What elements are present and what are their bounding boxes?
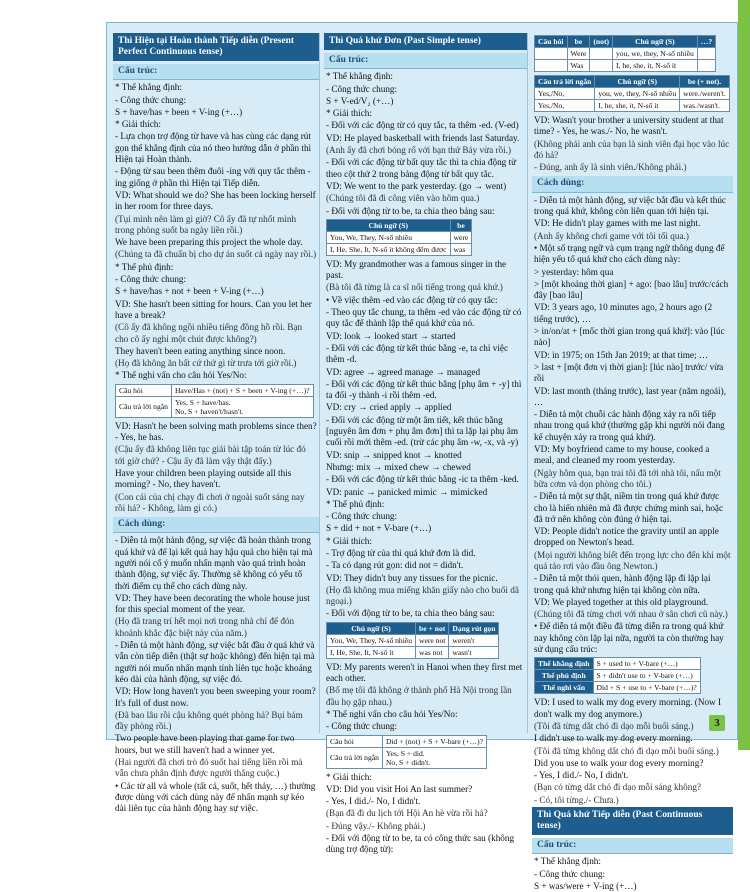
table-cell: I, he, she, it, N-số ít: [613, 60, 698, 72]
example: VD: We played together at this old playground.: [534, 596, 709, 607]
column-past-simple-continued: [527, 33, 733, 891]
example: VD: last month (tháng trước), last year (năm ngoái), …: [534, 385, 727, 407]
table-cell: Were: [567, 48, 590, 60]
table-cell: was./wasn't.: [680, 100, 730, 112]
example-translation: (Đã bao lâu rồi cậu không quét phòng hả? Bụi bám đầy phòng rồi.): [115, 709, 303, 732]
example-answer: - Yes, I did./- No, I didn't.: [534, 770, 629, 781]
example: VD: We went to the park yesterday. (go → went): [326, 180, 507, 191]
example-translation: (Bạn đã đi du lịch tới Hội An hè vừa rồi hả?: [326, 808, 488, 819]
table-header: Chủ ngữ (S): [613, 36, 698, 48]
ed-rule: - Đối với các động từ kết thúc bằng -e, ta chỉ việc thêm -d.: [326, 342, 509, 365]
tobe-question-table: [534, 35, 716, 72]
usage-heading: Cách dùng:: [113, 517, 319, 533]
example-translation: (Con cái của chị chạy đi chơi ở ngoài suốt sáng nay rồi hả? - Không, làm gì có.): [115, 491, 305, 513]
ed-label: • Về việc thêm -ed vào các động từ có quy tắc:: [326, 294, 498, 305]
example: VD: My boyfriend came to my house, cooked a meal, and cleaned my room yesterday.: [534, 444, 710, 466]
column-past-simple: [319, 33, 527, 855]
explain-label: * Giải thích:: [326, 771, 372, 782]
example-translation: (Không phải anh của bạn là sinh viên đại học vào lúc đó hả?: [534, 138, 730, 160]
structure-heading: Cấu trúc:: [532, 838, 733, 854]
example: VD: look → looked start → started: [326, 330, 456, 341]
table-header: be + not: [416, 622, 449, 634]
table-cell: [590, 60, 613, 72]
affirm-label: * Thể khẳng định:: [326, 71, 393, 82]
table-cell: [535, 48, 568, 60]
example-translation: (Bạn có từng dắt chó đi dạo mỗi sáng không?: [534, 782, 702, 793]
example: Did you use to walk your dog every morning?: [534, 757, 704, 768]
common-label: - Công thức chung:: [534, 868, 606, 879]
example: VD: They have been decorating the whole house just for this special moment of the year.: [115, 592, 310, 615]
table-cell: You, We, They, N-số nhiều: [327, 634, 416, 646]
table-cell: I, He, She, It, N-số ít: [327, 646, 416, 658]
used-to-table: [534, 657, 701, 694]
table-cell: Câu hỏi: [327, 735, 383, 747]
example: VD: They didn't buy any tissues for the picnic.: [326, 572, 498, 583]
question-table: [326, 735, 487, 769]
table-cell: you, we, they, N-số nhiều: [595, 88, 680, 100]
usage-text: • Một số trạng ngữ và cụm trạng ngữ thông dụng để hiện yếu tố quá khứ cho cách dùng này:: [534, 242, 725, 265]
column-present-perfect-continuous: [113, 33, 319, 814]
table-cell: Yes, S + have/has. No, S + haven't/hasn't.: [171, 396, 313, 417]
table-cell: S + used to + V-bare (+…): [593, 658, 700, 670]
tobe-table: [326, 219, 472, 256]
table-cell: Did + S + use to + V-bare (+…)?: [593, 682, 700, 694]
table-cell: I, He, She, It, N-số ít không đếm được: [327, 243, 451, 255]
example: VD: He played basketball with friends last Saturday.: [326, 132, 520, 143]
table-cell: you, we, they, N-số nhiều: [613, 48, 698, 60]
table-header: Thể nghi vấn: [535, 682, 594, 694]
table-header: Dạng rút gọn: [449, 622, 499, 634]
explain-text: - Đối với các động từ có quy tắc, ta thêm -ed. (V-ed): [326, 120, 519, 131]
example-translation: (Chúng ta đã chuẩn bị cho dự án suốt cả ngày nay rồi.): [115, 249, 317, 260]
example-translation: (Mọi người không biết đến trọng lực cho đến khi một quả táo rơi vào đầu ông Newton.): [534, 549, 731, 571]
example: Nhưng: mix → mixed chew → chewed: [326, 461, 471, 472]
example: VD: snip → snipped knot → knotted: [326, 449, 462, 460]
example: Two people have been playing that game for two hours, but we still haven't had a winner yet.: [115, 733, 295, 755]
usage-text: - Diễn tả một chuỗi các hành động xảy ra nối tiếp nhau trong quá khứ (thường gặp khi người nói đang kể chuyện xảy ra trong quá khứ).: [534, 409, 725, 442]
example-translation: (Tôi đã từng không dắt chó đi dạo mỗi buổi sáng.): [534, 745, 719, 756]
question-label: * Thể nghi vấn cho câu hỏi Yes/No:: [326, 708, 458, 719]
table-cell: Yes,/No,: [535, 100, 595, 112]
usage-text: - Diễn tả một hành động, sự việc đã hoàn thành trong quá khứ và để lại kết quả hay hậu quả cho hiện tại mà người nói cố ý muốn nhấn mạnh vào quá trình hoàn thành động, sự việc ấy. Thường sẽ không có yếu tố thời điểm cụ thể cho cách dùng này.: [115, 535, 313, 591]
common-label: - Công thức chung:: [326, 83, 398, 94]
affirm-formula: S + V-ed/V₂ (+…): [326, 95, 394, 106]
usage-text: - Diễn tả một thói quen, hành động lặp đi lặp lại trong quá khứ nhưng hiện tại không còn nữa.: [534, 573, 711, 595]
ed-rule: - Theo quy tắc chung, ta thêm -ed vào các động từ có quy tắc để thành lập thể quá khứ của nó.: [326, 307, 522, 329]
grammar-sheet: [106, 22, 738, 891]
explain-text: - Ta có dạng rút gọn: did not = didn't.: [326, 560, 464, 571]
example-translation: (Anh ấy đã chơi bóng rổ với bạn thứ Bảy vừa rồi.): [326, 145, 512, 156]
example-translation: (Ngày hôm qua, bạn trai tôi đã tới nhà tôi, nấu một bữa cơm và dọn phòng cho tôi.): [534, 467, 721, 489]
table-cell: Yes, S + did. No, S + didn't.: [382, 747, 486, 768]
explain-label: * Giải thích:: [326, 108, 372, 119]
table-cell: Have/Has + (not) + S + been + V-ing (+…)?: [171, 384, 313, 396]
table-header: be (+ not).: [680, 76, 730, 88]
example-translation: (Họ đã trang trí hết mọi nơi trong nhà chỉ để đón khoảnh khắc đặc biệt này của năm.): [115, 616, 295, 638]
short-answer-table: [534, 75, 730, 112]
table-header: be: [450, 219, 472, 231]
example: VD: My grandmother was a famous singer in the past.: [326, 258, 507, 281]
example-translation: (Cậu ấy đã không liên tục giải bài tập toán từ lúc đó tới giờ chứ? - Cậu ấy đã làm vậy thật đấy.): [115, 444, 306, 466]
affirm-label: * Thể khẳng định:: [534, 856, 601, 867]
table-cell: [590, 48, 613, 60]
explain-text: - Trợ động từ của thì quá khứ đơn là did.: [326, 547, 476, 558]
example-translation: - Có, tôi từng./- Chưa.): [534, 794, 619, 805]
table-cell: weren't: [449, 634, 499, 646]
table-cell: [697, 60, 715, 72]
example-translation: (Cô ấy đã không ngồi nhiều tiếng đồng hồ rồi. Bạn cho cô ấy nghỉ một chút được không?): [115, 322, 303, 344]
example-answer: - Yes, I did./- No, I didn't.: [326, 796, 421, 807]
example: VD: How long haven't you been sweeping your room? It's full of dust now.: [115, 686, 316, 708]
affirm-formula: S + was/were + V-ing (+…): [534, 880, 637, 891]
table-cell: was not: [416, 646, 449, 658]
ed-rule: - Đối với các động từ một âm tiết, kết thúc bằng [nguyên âm đơn + phụ âm đơn] thì ta lặp lại phụ âm cuối rồi mới thêm -ed. (trừ các phụ âm -w, -x, và -y): [326, 414, 519, 448]
adverb-item: > [một khoảng thời gian] + ago: [bao lâu] trước/cách đây [bao lâu]: [534, 278, 729, 301]
example: I didn't use to walk my dog every morning.: [534, 733, 693, 744]
table-cell: [697, 48, 715, 60]
table-header: …?: [697, 36, 715, 48]
table-cell: wasn't: [449, 646, 499, 658]
affirm-label: * Thể khẳng định:: [115, 82, 182, 93]
example-translation: - Đúng vậy./- Không phải.): [326, 820, 426, 831]
affirm-formula: S + have/has + been + V-ing (+…): [115, 106, 243, 117]
neg-label: * Thể phủ định:: [326, 498, 385, 509]
example: VD: My parents weren't in Hanoi when they first met each other.: [326, 661, 523, 684]
usage-text: • Để diễn tả một điều đã từng diễn ra trong quá khứ nay không còn lặp lại nữa, người ta còn thường hay sử dụng cấu trúc:: [534, 621, 724, 655]
example-translation: - Đúng, anh ấy là sinh viên./Không phải.): [534, 162, 687, 173]
example: VD: Did you visit Hoi An last summer?: [326, 783, 473, 794]
table-cell: S + didn't use to + V-bare (+…): [593, 670, 700, 682]
table-cell: were: [450, 231, 472, 243]
adverb-item: > last + [một đơn vị thời gian]: [lúc nào] trước/ vừa rồi: [534, 361, 724, 384]
neg-formula: S + have/has + not + been + V-ing (+…): [115, 286, 264, 297]
tobe-neg-table: [326, 622, 499, 659]
example-translation: (Chúng tôi đã đi công viên vào hôm qua.): [326, 193, 480, 204]
common-label: - Công thức chung:: [115, 94, 187, 105]
structure-heading: Cấu trúc:: [113, 64, 319, 80]
example-translation: (Chúng tôi đã từng chơi với nhau ở sân chơi cũ này.): [534, 609, 728, 620]
section-title: Thì Quá khứ Tiếp diễn (Past Continuous tense): [532, 807, 733, 835]
neg-label: * Thể phủ định:: [115, 261, 174, 272]
table-header: Câu trả lời ngắn: [535, 76, 595, 88]
question-label: * Thể nghi vấn cho câu hỏi Yes/No:: [115, 370, 247, 381]
table-cell: Was: [567, 60, 590, 72]
table-cell: You, We, They, N-số nhiều: [327, 231, 451, 243]
example: VD: Hasn't he been solving math problems since then? - Yes, he has.: [115, 420, 317, 443]
table-cell: Did + (not) + S + V-bare (+…)?: [382, 735, 486, 747]
usage-text: • Các từ all và whole (tất cả, suốt, hết thảy, …) thường được dùng với cách dùng này để nhấn mạnh sự kéo dài liên tục của hành động hay sự việc.: [115, 780, 316, 814]
table-header: (not): [590, 36, 613, 48]
table-cell: I, he, she, it, N-số ít: [595, 100, 680, 112]
example-translation: (Anh ấy không chơi game với tôi tối qua.): [534, 230, 689, 241]
table-cell: Câu trả lời ngắn: [327, 747, 383, 768]
explain-text: - Động từ sau been thêm đuôi -ing với quy tắc thêm -ing giống ở phần thì Hiện tại Tiếp diễn.: [115, 166, 311, 188]
example: VD: cry → cried apply → applied: [326, 402, 452, 413]
table-header: Chủ ngữ (S): [327, 219, 451, 231]
table-cell: was: [450, 243, 472, 255]
example: VD: 3 years ago, 10 minutes ago, 2 hours ago (2 tiếng trước), …: [534, 302, 713, 324]
example: VD: agree → agreed manage → managed: [326, 366, 481, 377]
example: VD: I used to walk my dog every morning. (Now I don't walk my dog anymore.): [534, 697, 722, 719]
page-number: 3: [709, 715, 725, 731]
section-title: Thì Hiện tại Hoàn thành Tiếp diễn (Present Perfect Continuous tense): [113, 33, 319, 61]
question-table: [115, 384, 314, 418]
example-translation: (Bà tôi đã từng là ca sĩ nổi tiếng trong quá khứ.): [326, 282, 503, 293]
example: VD: panic → panicked mimic → mimicked: [326, 486, 488, 497]
table-cell: were./weren't.: [680, 88, 730, 100]
example-translation: (Họ đã không ăn bất cứ thứ gì từ trưa tới giờ rồi.): [115, 358, 297, 369]
table-cell: Câu trả lời ngắn: [116, 396, 172, 417]
example: VD: She hasn't been sitting for hours. Can you let her have a break?: [115, 298, 312, 320]
example: VD: in 1975; on 15th Jan 2019; at that time; …: [534, 349, 709, 360]
usage-text: - Diễn tả một sự thật, niềm tin trong quá khứ được cho là hiển nhiên mà đã được chứng minh sai, hoặc đã trở nên không còn đúng ở hiện tại.: [534, 491, 724, 524]
usage-text: - Diễn tả một hành động, sự việc bắt đầu ở quá khứ và vẫn còn tiếp diễn (thật sự hoặc không) đến hiện tại mà người nói muốn nhấn mạnh tính liên tục hoặc khoảng kéo dài của hành động, sự việc đó.: [115, 640, 315, 684]
example: VD: Wasn't your brother a university student at that time? - Yes, he was./- No, he wasn't.: [534, 115, 724, 137]
section-title: Thì Quá khứ Đơn (Past Simple tense): [324, 33, 527, 50]
example-translation: (Bố mẹ tôi đã không ở thành phố Hà Nội trong lần đầu họ gặp nhau.): [326, 685, 512, 707]
tobe-neg-label: - Đối với động từ to be, ta chia theo bảng sau:: [326, 608, 495, 619]
usage-heading: Cách dùng:: [532, 176, 733, 192]
common-label: - Công thức chung:: [115, 274, 187, 285]
table-cell: Yes,/No,: [535, 88, 595, 100]
explain-label: * Giải thích:: [326, 535, 372, 546]
ed-rule: - Đối với các động từ kết thúc bằng [phụ âm + -y] thì ta đổi -y thành -i rồi thêm -ed.: [326, 378, 522, 401]
usage-text: - Diễn tả một hành động, sự việc bắt đầu và kết thúc trong quá khứ, không còn liên quan tới hiện tại.: [534, 194, 726, 217]
example-translation: (Hai người đã chơi trò đó suốt hai tiếng liền rồi mà vẫn chưa phân định được người thắng cuộc.): [115, 757, 303, 779]
page-edge-border: [738, 0, 750, 750]
explain-text: - Đối với các động từ bất quy tắc thì ta chia động từ theo cột thứ 2 trong bảng động từ bất quy tắc.: [326, 157, 517, 179]
table-header: Chủ ngữ (S): [327, 622, 416, 634]
table-cell: Câu hỏi: [116, 384, 172, 396]
adverb-item: > in/on/at + [mốc thời gian trong quá khứ]: vào [lúc nào]: [534, 326, 725, 348]
tobe-label: - Đối với động từ to be, ta chia theo bảng sau:: [326, 205, 495, 216]
example-translation: (Họ đã không mua miếng khăn giấy nào cho buổi dã ngoại.): [326, 584, 519, 607]
example: They haven't been eating anything since noon.: [115, 345, 286, 356]
table-header: Câu hỏi: [535, 36, 568, 48]
common-label: - Công thức chung:: [326, 511, 398, 522]
example-translation: (Tụi mình nên làm gì giờ? Cô ấy đã tự nhốt mình trong phòng suốt ba ngày liền rồi.): [115, 213, 297, 235]
example: We have been preparing this project the whole day.: [115, 237, 303, 248]
table-header: Chủ ngữ (S): [595, 76, 680, 88]
table-header: be: [567, 36, 590, 48]
ed-rule: - Đối với các động từ kết thúc bằng -ic ta thêm -ked.: [326, 474, 519, 485]
table-header: Thể phủ định: [535, 670, 594, 682]
example: VD: People didn't notice the gravity until an apple dropped on Newton's head.: [534, 526, 719, 548]
table-header: Thể khẳng định: [535, 658, 594, 670]
table-cell: were not: [416, 634, 449, 646]
example: VD: What should we do? She has been locking herself in her room for three days.: [115, 189, 316, 212]
explain-label: * Giải thích:: [115, 119, 161, 130]
structure-heading: Cấu trúc:: [324, 53, 527, 69]
example-translation: (Tôi đã từng dắt chó đi dạo mỗi buổi sáng.): [534, 720, 694, 731]
neg-formula: S + did + not + V-bare (+…): [326, 523, 432, 534]
explain-text: - Lựa chọn trợ động từ have và has cùng các dạng rút gọn thể khẳng định của nó theo hướng dẫn ở phần thì Hiện tại Hoàn thành.: [115, 131, 312, 165]
common-label: - Công thức chung:: [326, 721, 398, 732]
example: VD: He didn't play games with me last night.: [534, 218, 701, 229]
example: Have your children been playing outside all this morning? - No, they haven't.: [115, 467, 292, 490]
tobe-question-label: - Đối với động từ to be, ta có công thức sau (không dùng trợ động từ):: [326, 833, 515, 855]
adverb-item: > yesterday: hôm qua: [534, 266, 614, 277]
table-cell: [535, 60, 568, 72]
